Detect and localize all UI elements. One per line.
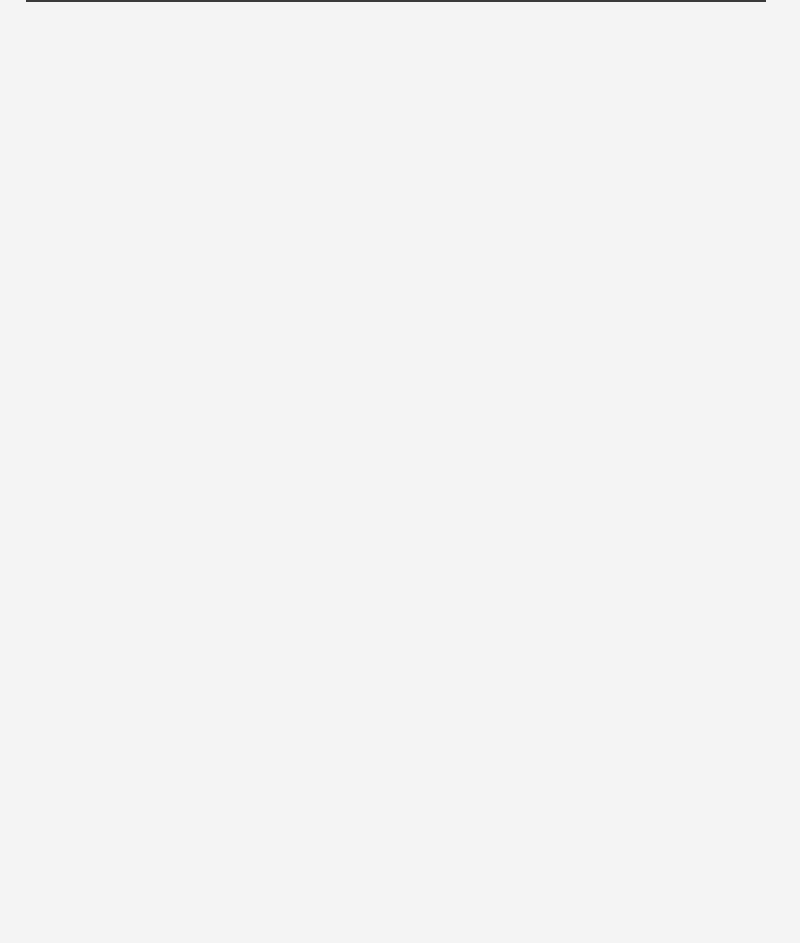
finds-section — [26, 0, 766, 2]
finds-table — [105, 31, 763, 287]
